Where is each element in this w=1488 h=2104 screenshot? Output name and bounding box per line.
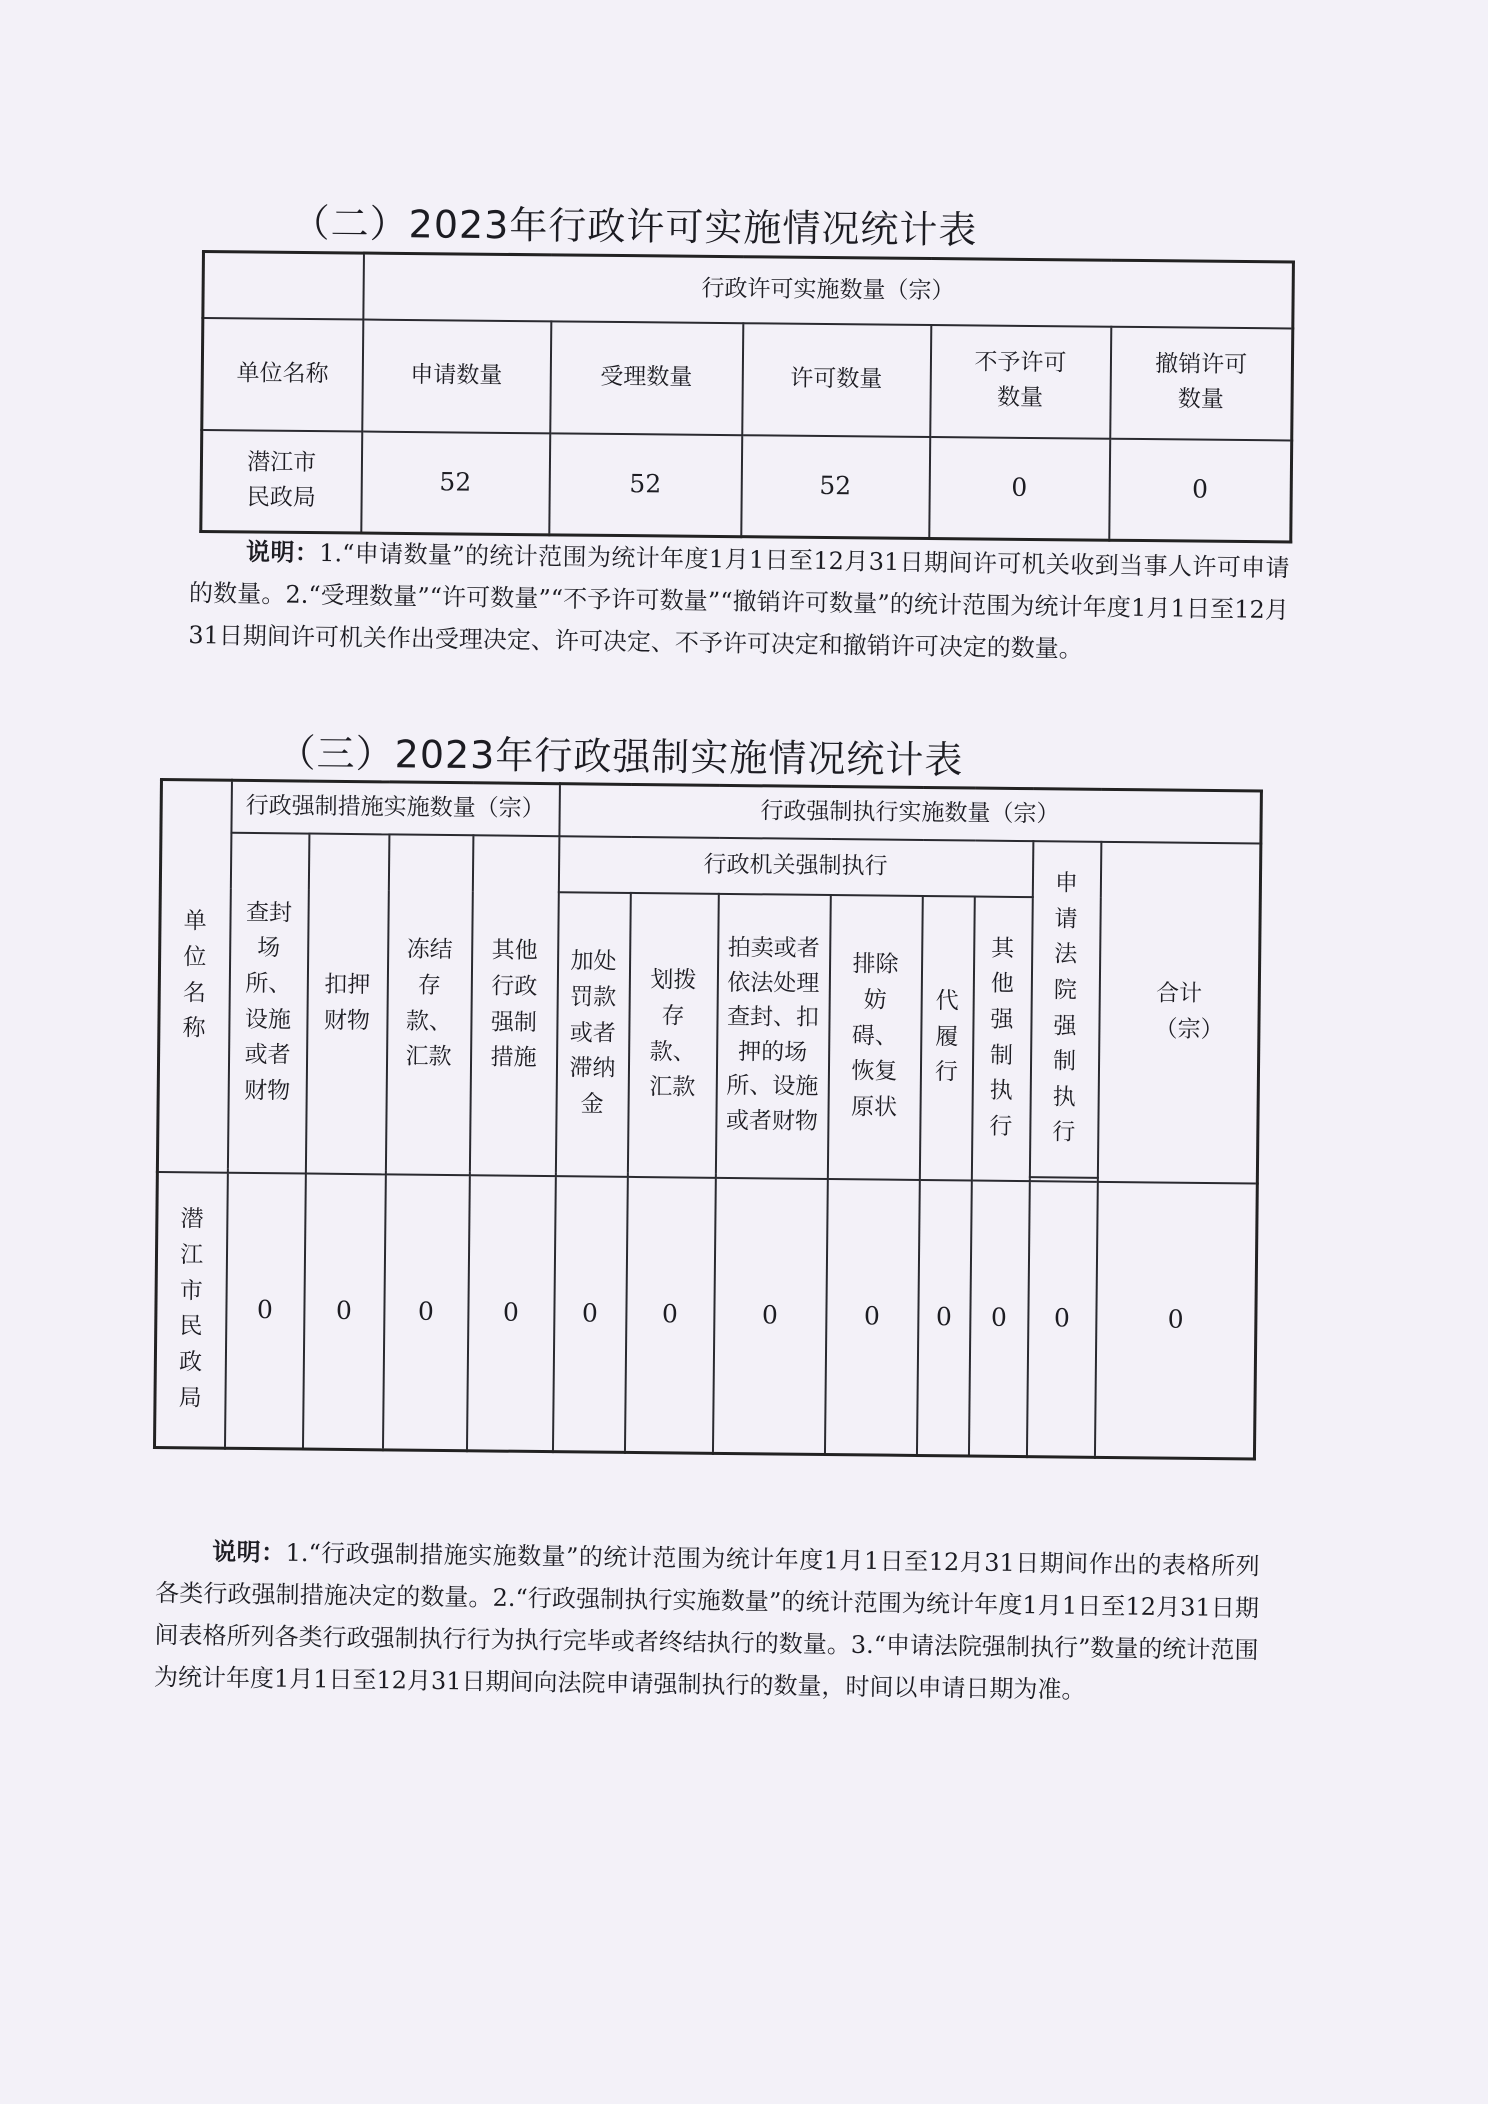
header-total: 合计（宗） (1097, 841, 1261, 1183)
value-cell: 0 (712, 1177, 827, 1454)
value-cell: 0 (382, 1174, 469, 1451)
table-row (201, 430, 1292, 542)
header-agency-group: 行政机关强制执行 (558, 836, 1033, 897)
permit-statistics-table (199, 250, 1295, 543)
row-unit-name: 潜江市民政局 (201, 430, 362, 534)
header-measures-group: 行政强制措施实施数量（宗） (231, 780, 560, 835)
enforcement-table-title: （三）2023年行政强制实施情况统计表 (277, 730, 964, 783)
header-accepted: 受理数量 (550, 321, 743, 435)
header-transfer: 划拨存款、汇款 (627, 892, 718, 1177)
header-other-measures: 其他行政强制措施 (469, 835, 559, 1176)
value-cell: 0 (916, 1179, 971, 1456)
value-cell: 0 (824, 1179, 919, 1456)
table-corner-cell (203, 252, 364, 320)
value-applications: 52 (361, 431, 550, 535)
header-detain: 扣押财物 (305, 833, 389, 1174)
header-applications: 申请数量 (362, 319, 551, 433)
header-unit-name: 单位名称 (157, 780, 231, 1173)
value-cell: 0 (1026, 1181, 1097, 1458)
permit-table-title: （二）2023年行政许可实施情况统计表 (291, 200, 978, 253)
value-permitted: 52 (741, 435, 930, 539)
value-cell: 0 (968, 1180, 1029, 1457)
row-unit-name: 潜江市民政局 (154, 1171, 227, 1448)
note-lead: 说明： (245, 537, 320, 568)
header-permitted: 许可数量 (742, 323, 931, 437)
value-cell: 0 (224, 1172, 305, 1449)
value-total: 0 (1094, 1181, 1257, 1459)
table-row (154, 1171, 1257, 1459)
header-denied: 不予许可数量 (930, 324, 1111, 438)
header-court: 申请法院强制执行 (1029, 841, 1101, 1178)
header-auction: 拍卖或者依法处理查封、扣押的场所、设施或者财物 (715, 893, 830, 1178)
header-unit-name: 单位名称 (202, 318, 363, 432)
header-execution-group: 行政强制执行实施数量（宗） (559, 784, 1262, 843)
header-revoked: 撤销许可数量 (1110, 326, 1293, 440)
permit-note (188, 530, 1290, 673)
note-lead: 说明： (211, 1537, 286, 1567)
header-seal: 查封场所、设施或者财物 (227, 832, 309, 1173)
value-accepted: 52 (549, 433, 742, 537)
value-cell: 0 (552, 1176, 627, 1453)
header-substitute: 代履行 (919, 895, 974, 1180)
header-freeze: 冻结存款、汇款 (385, 834, 473, 1175)
note-text: 1.“行政强制措施实施数量”的统计范围为统计年度1月1日至12月31日期间作出的表格所列各类行政强制措施决定的数量。2.“行政强制执行实施数量”的统计范围为统计年度1月1日至12月31日期间表格所列各类行政强制执行行为执行完毕或者终结执行的数量。3.“申请法院强制执行”数量的统计范围为统计年度1月1日至12月31日期间向法院申请强制执行的数量，时间以申请日期为准。 (153, 1538, 1260, 1704)
value-revoked: 0 (1109, 438, 1292, 542)
value-cell: 0 (302, 1173, 385, 1450)
header-fine: 加处罚款或者滞纳金 (555, 892, 630, 1177)
header-remove: 排除妨碍、恢复原状 (827, 895, 922, 1180)
note-text: 1.“申请数量”的统计范围为统计年度1月1日至12月31日期间许可机关收到当事人许可申请的数量。2.“受理数量”“许可数量”“不予许可数量”“撤销许可数量”的统计范围为统计年度1月1日至12月31日期间许可机关作出受理决定、许可决定、不予许可决定和撤销许可决定的数量。 (188, 539, 1290, 664)
value-cell: 0 (624, 1176, 715, 1453)
permit-header-group: 行政许可实施数量（宗） (363, 253, 1294, 328)
value-cell: 0 (466, 1175, 555, 1452)
header-other-execution: 其他强制执行 (971, 896, 1032, 1181)
enforcement-statistics-table (153, 778, 1263, 1461)
value-denied: 0 (929, 436, 1110, 540)
enforcement-note (154, 1530, 1260, 1713)
